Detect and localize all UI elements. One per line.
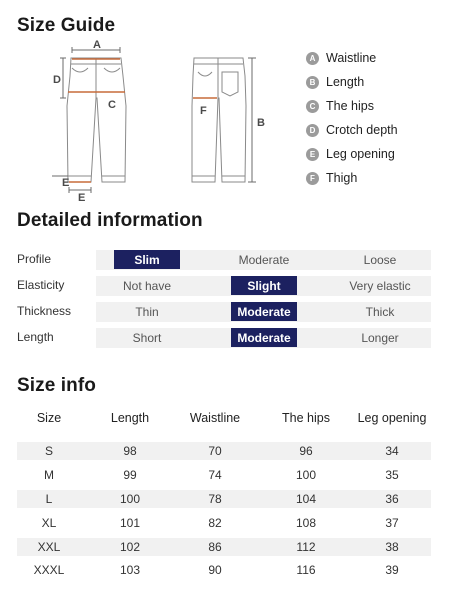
legend-item-thigh xyxy=(306,166,398,190)
table-row xyxy=(17,466,431,484)
detail-option-moderate[interactable]: Moderate xyxy=(238,253,290,267)
table-cell: 86 xyxy=(208,540,222,554)
legend-item-crotch-depth xyxy=(306,118,398,142)
table-row xyxy=(17,514,431,532)
detail-option-longer[interactable]: Longer xyxy=(361,331,399,345)
size-info-title: Size info xyxy=(17,375,97,396)
detail-option-slim-selected[interactable]: Slim xyxy=(114,250,180,269)
table-cell: 102 xyxy=(119,540,141,554)
detail-row-thickness xyxy=(0,302,450,322)
legend-label: The hips xyxy=(326,99,374,113)
legend-item-leg-opening xyxy=(306,142,398,166)
detail-option-thick[interactable]: Thick xyxy=(365,305,395,319)
legend-label: Length xyxy=(326,75,365,89)
table-cell: 82 xyxy=(208,516,222,530)
detail-option-very-elastic[interactable]: Very elastic xyxy=(349,279,411,293)
table-cell: XXXL xyxy=(33,563,65,577)
table-cell: 34 xyxy=(385,444,399,458)
table-cell: 78 xyxy=(208,492,222,506)
detail-label: Thickness xyxy=(17,304,72,318)
column-header-the-hips: The hips xyxy=(282,411,330,425)
detail-label: Profile xyxy=(17,252,52,266)
label-c: C xyxy=(108,99,116,111)
label-d: D xyxy=(53,74,61,86)
label-e: E xyxy=(78,192,86,204)
table-cell: L xyxy=(45,492,53,506)
table-cell: 90 xyxy=(208,563,222,577)
table-cell: 35 xyxy=(385,468,399,482)
back-pants-drawing xyxy=(192,58,246,182)
legend-badge: A xyxy=(306,52,319,65)
legend-label: Crotch depth xyxy=(326,123,398,137)
detailed-information-title: Detailed information xyxy=(17,210,203,231)
table-cell: 37 xyxy=(385,516,399,530)
table-cell: 101 xyxy=(119,516,141,530)
legend-label: Waistline xyxy=(326,51,377,65)
column-header-size: Size xyxy=(36,411,62,425)
legend-label: Thigh xyxy=(326,171,358,185)
label-b: B xyxy=(257,117,265,129)
legend-item-length xyxy=(306,70,398,94)
legend-badge: B xyxy=(306,76,319,89)
detail-option-not-have[interactable]: Not have xyxy=(122,279,172,293)
table-cell: 100 xyxy=(119,492,141,506)
table-cell: M xyxy=(44,468,54,482)
table-row xyxy=(17,538,431,556)
table-cell: 108 xyxy=(295,516,317,530)
column-header-length: Length xyxy=(110,411,150,425)
table-cell: 98 xyxy=(123,444,137,458)
legend-badge: C xyxy=(306,100,319,113)
label-a: A xyxy=(93,39,101,51)
front-pants-drawing xyxy=(67,58,126,182)
detail-option-thin[interactable]: Thin xyxy=(135,305,159,319)
detail-label: Length xyxy=(17,330,54,344)
pants-measurement-diagram xyxy=(0,36,300,206)
table-row xyxy=(17,561,431,579)
column-header-leg-opening: Leg opening xyxy=(357,411,427,425)
column-header-waistline: Waistline xyxy=(189,411,241,425)
legend-item-waistline xyxy=(306,46,398,70)
table-cell: S xyxy=(44,444,53,458)
measurement-legend xyxy=(306,46,398,190)
table-cell: 103 xyxy=(119,563,141,577)
table-row xyxy=(17,442,431,460)
detail-option-loose[interactable]: Loose xyxy=(363,253,397,267)
table-row xyxy=(17,490,431,508)
table-cell: 74 xyxy=(208,468,222,482)
table-cell: 70 xyxy=(208,444,222,458)
detail-row-length xyxy=(0,328,450,348)
legend-label: Leg opening xyxy=(326,147,395,161)
detail-label: Elasticity xyxy=(17,278,65,292)
detail-option-moderate-selected[interactable]: Moderate xyxy=(231,328,297,347)
legend-item-the-hips xyxy=(306,94,398,118)
detail-option-slight-selected[interactable]: Slight xyxy=(231,276,297,295)
detail-row-elasticity xyxy=(0,276,450,296)
table-cell: 39 xyxy=(385,563,399,577)
table-cell: XXL xyxy=(37,540,61,554)
table-cell: 112 xyxy=(296,540,316,554)
detail-option-short[interactable]: Short xyxy=(132,331,162,345)
label-f: F xyxy=(200,105,207,117)
table-cell: XL xyxy=(41,516,57,530)
table-cell: 38 xyxy=(385,540,399,554)
table-cell: 100 xyxy=(295,468,317,482)
legend-badge: E xyxy=(306,148,319,161)
table-cell: 96 xyxy=(299,444,313,458)
table-cell: 36 xyxy=(385,492,399,506)
detail-row-profile xyxy=(0,250,450,270)
legend-badge: D xyxy=(306,124,319,137)
legend-badge: F xyxy=(306,172,319,185)
size-guide-title: Size Guide xyxy=(17,15,116,36)
table-cell: 116 xyxy=(296,563,316,577)
detail-option-moderate-selected[interactable]: Moderate xyxy=(231,302,297,321)
table-cell: 99 xyxy=(123,468,137,482)
label-e-side: E xyxy=(62,177,70,189)
table-cell: 104 xyxy=(295,492,317,506)
